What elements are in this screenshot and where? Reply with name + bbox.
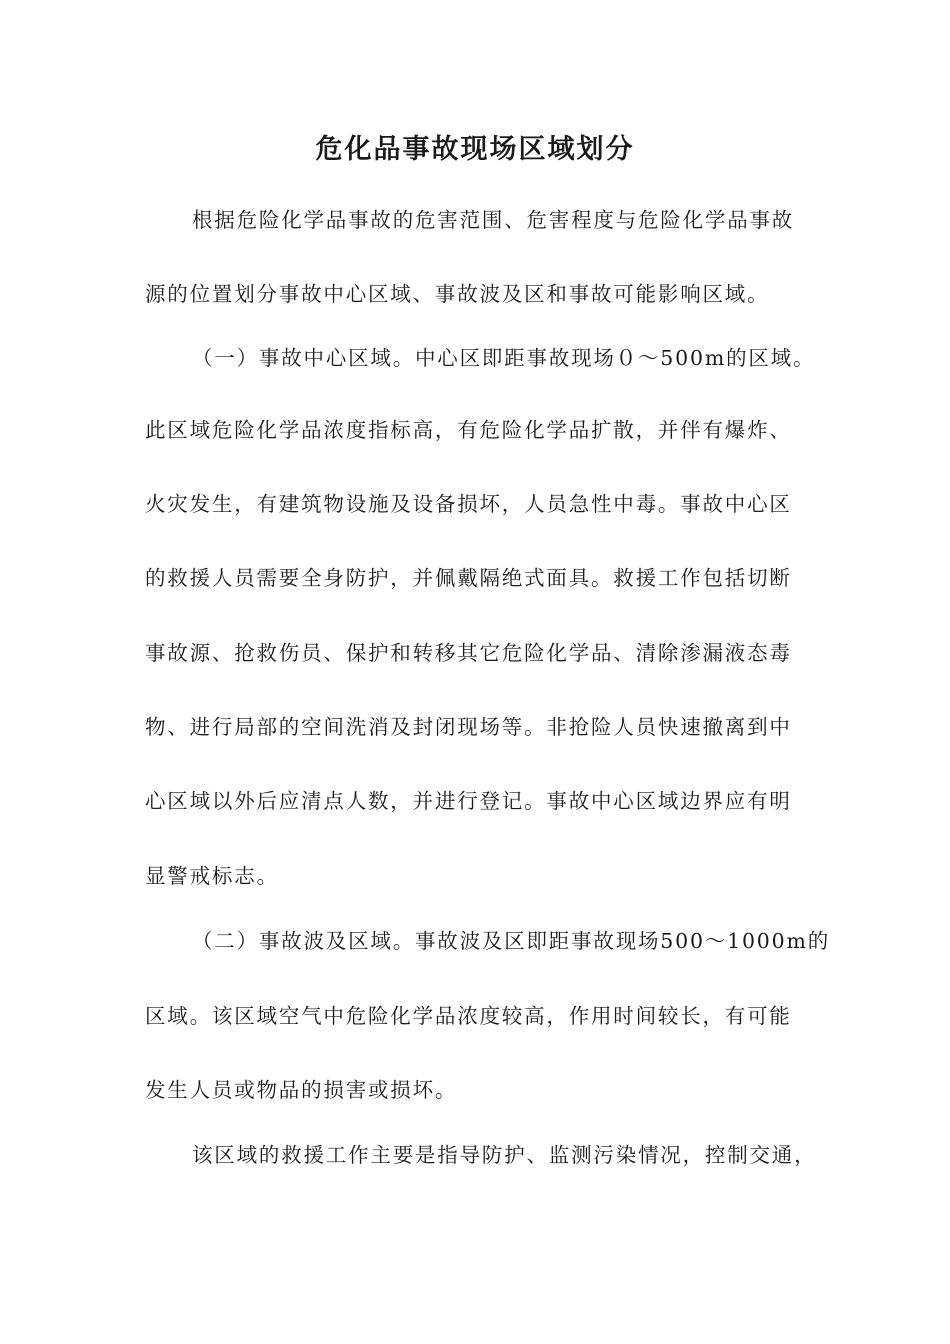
- paragraph-line: 该区域的救援工作主要是指导防护、监测污染情况，控制交通，: [192, 1143, 817, 1167]
- paragraph-line: （一）事故中心区域。中心区即距事故现场０～500m的区域。: [192, 346, 816, 370]
- paragraph-line: 区域。该区域空气中危险化学品浓度较高，作用时间较长，有可能: [145, 1004, 792, 1028]
- document-title: 危化品事故现场区域划分: [315, 134, 635, 165]
- paragraph-line: 发生人员或物品的损害或损坏。: [145, 1078, 458, 1102]
- paragraph-line: 此区域危险化学品浓度指标高，有危险化学品扩散，并伴有爆炸、: [145, 418, 792, 442]
- paragraph-line: 显警戒标志。: [145, 864, 279, 888]
- paragraph-line: （二）事故波及区域。事故波及区即距事故现场500～1000m的: [192, 929, 831, 953]
- paragraph-line: 根据危险化学品事故的危害范围、危害程度与危险化学品事故: [192, 208, 795, 232]
- paragraph-line: 心区域以外后应清点人数，并进行登记。事故中心区域边界应有明: [145, 789, 792, 813]
- paragraph-line: 火灾发生，有建筑物设施及设备损坏，人员急性中毒。事故中心区: [145, 492, 792, 516]
- paragraph-line: 物、进行局部的空间洗消及封闭现场等。非抢险人员快速撤离到中: [145, 715, 792, 739]
- paragraph-line: 源的位置划分事故中心区域、事故波及区和事故可能影响区域。: [145, 282, 770, 306]
- paragraph-line: 事故源、抢救伤员、保护和转移其它危险化学品、清除渗漏液态毒: [145, 641, 792, 665]
- paragraph-line: 的救援人员需要全身防护，并佩戴隔绝式面具。救援工作包括切断: [145, 566, 792, 590]
